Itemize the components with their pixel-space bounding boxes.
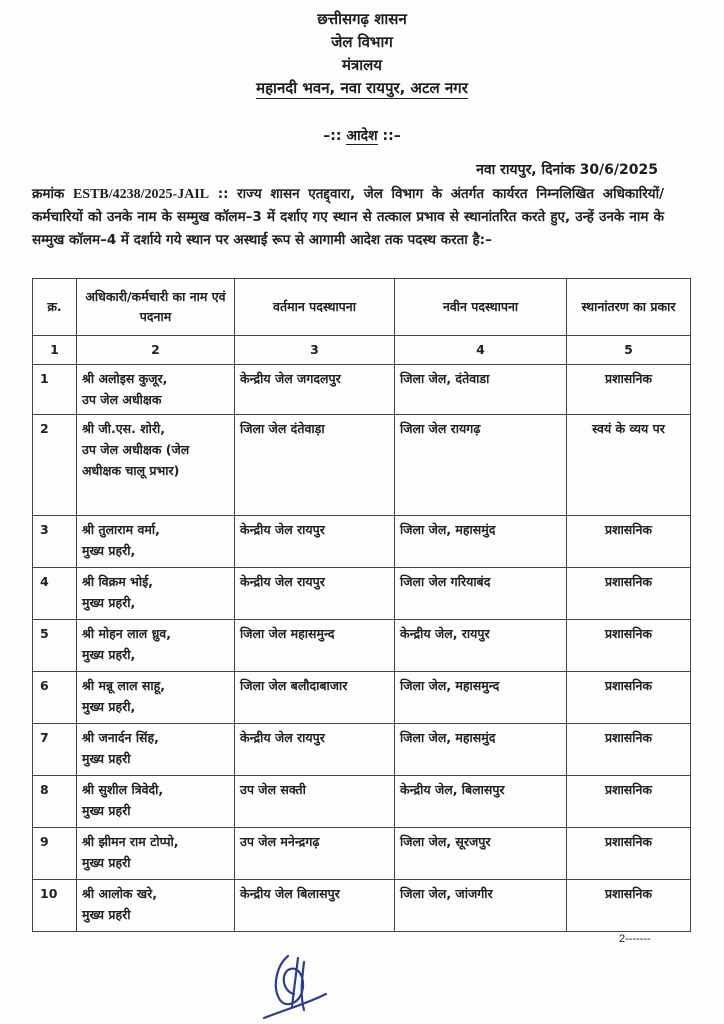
current-posting: केन्द्रीय जेल रायपुर	[235, 568, 395, 620]
employee-designation: मुख्य प्रहरी,	[82, 595, 136, 610]
employee-cell	[77, 620, 235, 672]
employee-designation: मुख्य प्रहरी,	[82, 699, 136, 714]
table-row	[33, 415, 691, 516]
new-posting: जिला जेल, सूरजपुर	[395, 828, 567, 880]
order-date: नवा रायपुर, दिनांक 30/6/2025	[476, 162, 658, 178]
employee-cell	[77, 880, 235, 932]
serial-number: 6	[33, 672, 77, 724]
serial-number: 9	[33, 828, 77, 880]
table-row	[33, 365, 691, 415]
employee-cell	[77, 568, 235, 620]
employee-name: श्री जनार्दन सिंह,	[82, 730, 159, 745]
current-posting: केन्द्रीय जेल बिलासपुर	[235, 880, 395, 932]
employee-designation: मुख्य प्रहरी,	[82, 647, 136, 662]
serial-number: 5	[33, 620, 77, 672]
new-posting: जिला जेल, महासमुंद	[395, 724, 567, 776]
header-current-posting: वर्तमान पदस्थापना	[235, 279, 395, 336]
transfer-type: प्रशासनिक	[567, 724, 691, 776]
header-name-designation: अधिकारी/कर्मचारी का नाम एवं पदनाम	[77, 279, 235, 336]
column-number: 4	[395, 336, 567, 365]
new-posting: जिला जेल रायगढ़	[395, 415, 567, 516]
serial-number: 3	[33, 516, 77, 568]
employee-name: श्री अलोइस कुजूर,	[82, 371, 168, 386]
employee-cell	[77, 724, 235, 776]
government-name: छत्तीसगढ़ शासन	[317, 10, 407, 28]
column-number: 2	[77, 336, 235, 365]
table-row	[33, 568, 691, 620]
employee-name: श्री विक्रम भोई,	[82, 574, 153, 589]
transfer-type: प्रशासनिक	[567, 828, 691, 880]
new-posting: जिला जेल, जांजगीर	[395, 880, 567, 932]
column-number: 5	[567, 336, 691, 365]
order-body	[32, 183, 664, 252]
ministry-name: मंत्रालय	[341, 56, 382, 74]
employee-name: श्री सुशील त्रिवेदी,	[82, 782, 164, 797]
transfer-type: प्रशासनिक	[567, 516, 691, 568]
current-posting: केन्द्रीय जेल रायपुर	[235, 724, 395, 776]
employee-designation: मुख्य प्रहरी	[82, 907, 131, 922]
employee-designation: मुख्य प्रहरी,	[82, 543, 136, 558]
current-posting: उप जेल मनेन्द्रगढ़	[235, 828, 395, 880]
table-row	[33, 776, 691, 828]
next-page-marker: 2-------	[619, 933, 651, 945]
employee-name: श्री मोहन लाल ध्रुव,	[82, 626, 172, 641]
transfer-type: स्वयं के व्यय पर	[567, 415, 691, 516]
employee-cell	[77, 776, 235, 828]
current-posting: केन्द्रीय जेल रायपुर	[235, 516, 395, 568]
order-heading-word: आदेश	[346, 128, 378, 144]
table-header-row	[33, 279, 691, 336]
employee-designation: मुख्य प्रहरी	[82, 855, 131, 870]
order-body-text: :: राज्य शासन एतद्द्वारा, जेल विभाग के अंतर्गत कार्यरत निम्नलिखित अधिकारियों/कर्मचारियों को उनके नाम के सम्मुख कॉलम–3 में दर्शाए गए स्थान से तत्काल प्रभाव से स्थानांतरित करते हुए, उन्हें उनके नाम के सम्मुख कॉलम–4 में दर्शाये गये स्थान पर अस्थाई रूप से आगामी आदेश तक पदस्थ करता है:–	[32, 186, 665, 248]
header-serial: क्र.	[33, 279, 77, 336]
current-posting: जिला जेल दंतेवाड़ा	[235, 415, 395, 516]
new-posting: जिला जेल, महासमुन्द	[395, 672, 567, 724]
employee-designation: उप जेल अधीक्षक (जेल अधीक्षक चालू प्रभार)	[82, 442, 190, 478]
order-heading	[0, 126, 724, 145]
new-posting: जिला जेल गरियाबंद	[395, 568, 567, 620]
current-posting: उप जेल सक्ती	[235, 776, 395, 828]
current-posting: जिला जेल महासमुन्द	[235, 620, 395, 672]
serial-number: 7	[33, 724, 77, 776]
column-number: 1	[33, 336, 77, 365]
transfer-type: प्रशासनिक	[567, 568, 691, 620]
letterhead	[0, 8, 724, 100]
current-posting: केन्द्रीय जेल जगदलपुर	[235, 365, 395, 415]
employee-name: श्री झीमन राम टोप्पो,	[82, 834, 179, 849]
column-number-row	[33, 336, 691, 365]
employee-cell	[77, 516, 235, 568]
header-transfer-type: स्थानांतरण का प्रकार	[567, 279, 691, 336]
table-row	[33, 828, 691, 880]
new-posting: केन्द्रीय जेल, बिलासपुर	[395, 776, 567, 828]
signature-mark	[258, 948, 328, 1020]
order-heading-suffix: ::–	[377, 128, 401, 144]
column-number: 3	[235, 336, 395, 365]
employee-designation: उप जेल अधीक्षक	[82, 392, 162, 407]
table-row	[33, 516, 691, 568]
office-address-line	[0, 77, 724, 100]
reference-number: ESTB/4238/2025-JAIL	[72, 187, 210, 202]
employee-designation: मुख्य प्रहरी	[82, 803, 131, 818]
transfer-type: प्रशासनिक	[567, 672, 691, 724]
table-row	[33, 620, 691, 672]
employee-name: श्री आलोक खरे,	[82, 886, 157, 901]
employee-cell	[77, 415, 235, 516]
transfer-type: प्रशासनिक	[567, 880, 691, 932]
reference-label: क्रमांक	[32, 186, 65, 202]
transfer-type: प्रशासनिक	[567, 365, 691, 415]
order-heading-prefix: –::	[323, 128, 347, 144]
serial-number: 1	[33, 365, 77, 415]
table-row	[33, 724, 691, 776]
employee-name: श्री मन्नू लाल साहू,	[82, 678, 166, 693]
transfer-table	[32, 278, 691, 932]
current-posting: जिला जेल बलौदाबाजार	[235, 672, 395, 724]
transfer-type: प्रशासनिक	[567, 620, 691, 672]
serial-number: 4	[33, 568, 77, 620]
header-new-posting: नवीन पदस्थापना	[395, 279, 567, 336]
employee-cell	[77, 828, 235, 880]
serial-number: 10	[33, 880, 77, 932]
employee-name: श्री तुलाराम वर्मा,	[82, 522, 160, 537]
new-posting: जिला जेल, दंतेवाडा	[395, 365, 567, 415]
table-row	[33, 880, 691, 932]
employee-designation: मुख्य प्रहरी	[82, 751, 131, 766]
serial-number: 8	[33, 776, 77, 828]
department-name: जेल विभाग	[331, 33, 393, 51]
employee-cell	[77, 672, 235, 724]
table-row	[33, 672, 691, 724]
employee-name: श्री जी.एस. शोरी,	[82, 421, 165, 436]
serial-number: 2	[33, 415, 77, 516]
transfer-type: प्रशासनिक	[567, 776, 691, 828]
office-address: महानदी भवन, नवा रायपुर, अटल नगर	[256, 79, 468, 97]
employee-cell	[77, 365, 235, 415]
new-posting: केन्द्रीय जेल, रायपुर	[395, 620, 567, 672]
new-posting: जिला जेल, महासमुंद	[395, 516, 567, 568]
